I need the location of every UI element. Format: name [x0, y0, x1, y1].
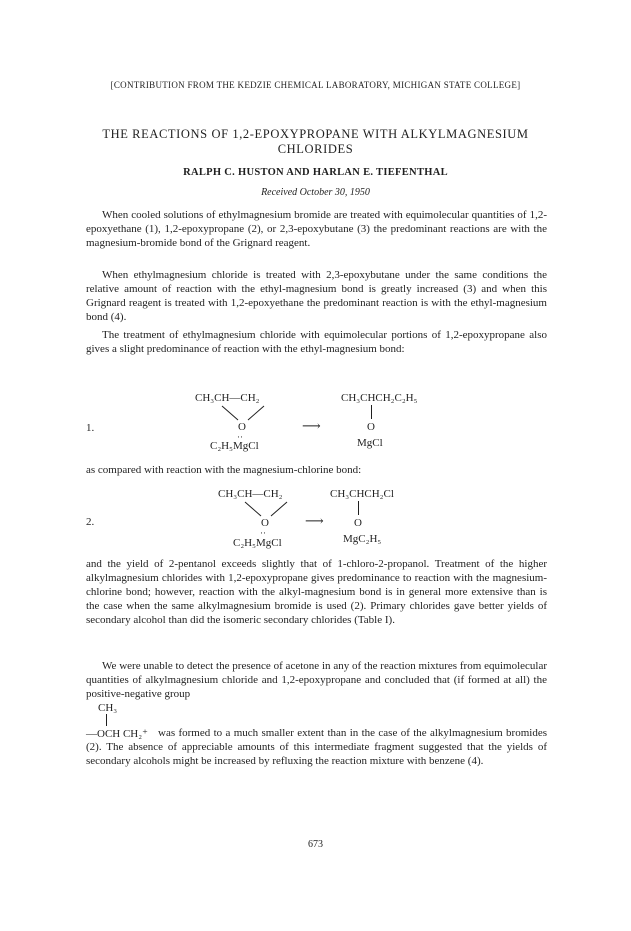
paragraph-5: and the yield of 2-pentanol exceeds slightly that of 1-chloro-2-propanol. Treatment of the higher alkylmagnesium chlorides with 1,2-epoxypropane gives predominance to reaction with the magnesium-chlorine bond; however, reaction with the alkyl-magnesium bond is in general more extensive than is the case when the same alkylmagnesium bromide is used (2). Primary chlorides gave better yields of secondary alcohol than did the isomeric secondary chlorides (Table I). [86, 558, 547, 626]
authors: RALPH C. HUSTON AND HARLAN E. TIEFENTHAL [183, 167, 448, 178]
contribution-note: [CONTRIBUTION FROM THE KEDZIE CHEMICAL LABORATORY, MICHIGAN STATE COLLEGE] [110, 80, 521, 90]
product-bond [358, 501, 359, 515]
product-oxygen: O [354, 517, 362, 529]
group-methyl: CH₃ [98, 702, 118, 714]
group-formula: —OCH CH₂⁺ [86, 728, 148, 740]
paragraph-4: as compared with reaction with the magnesium-chlorine bond: [86, 464, 362, 476]
grignard-reagent: C₂H₅MgCl [233, 537, 282, 549]
paragraph-1: When cooled solutions of ethylmagnesium bromide are treated with equimolecular quantities of 1,2-epoxyethane (1), 1,2-epoxypropane (2), or 2,3-epoxybutane (3) the predominant reactions are with the magnesium-bromide bond of the Grignard reagent. [86, 209, 547, 249]
epoxide-oxygen: O [238, 421, 246, 433]
reactant-formula: CH₃CH—CH₂ [195, 392, 260, 404]
paragraph-6: We were unable to detect the presence of acetone in any of the reaction mixtures from equimolecular quantities of alkylmagnesium chloride and 1,2-epoxypropane and concluded that (if formed at all) the positive-negative group [86, 660, 547, 700]
product-bond [371, 405, 372, 419]
reaction-arrow: ⟶ [302, 418, 321, 433]
paragraph-3: The treatment of ethylmagnesium chloride with equimolecular portions of 1,2-epoxypropane also gives a slight predominance of reaction with the ethyl-magnesium bond: [86, 329, 547, 355]
lone-pair-dots: ·· [260, 528, 266, 538]
scheme-number: 2. [86, 516, 95, 528]
reaction-arrow: ⟶ [305, 513, 324, 528]
group-bond [106, 714, 107, 726]
product-formula: CH₃CHCH₂C₂H₅ [341, 392, 418, 404]
page-number: 673 [308, 839, 323, 850]
product-oxygen: O [367, 421, 375, 433]
product-magnesium: MgCl [357, 437, 383, 449]
paragraph-7: was formed to a much smaller extent than in the case of the alkylmagnesium bromides (2). The absence of appreciable amounts of this intermediate fragment suggested that the yields of secondary alcohols might be increased by refluxing the reaction mixture with benzene (4). [86, 727, 547, 767]
product-magnesium: MgC₂H₅ [343, 533, 382, 545]
lone-pair-dots: ·· [237, 432, 243, 442]
epoxide-oxygen: O [261, 517, 269, 529]
product-formula: CH₃CHCH₂Cl [330, 488, 394, 500]
scheme-number: 1. [86, 422, 95, 434]
paper-title: THE REACTIONS OF 1,2-EPOXYPROPANE WITH ALKYLMAGNESIUM CHLORIDES [102, 127, 529, 156]
reactant-formula: CH₃CH—CH₂ [218, 488, 283, 500]
received-date: Received October 30, 1950 [261, 187, 370, 198]
paragraph-2: When ethylmagnesium chloride is treated with 2,3-epoxybutane under the same conditions the relative amount of reaction with the ethyl-magnesium bond is greatly increased (3) and when this Grignard reagent is treated with 1,2-epoxyethane the predominant reaction is with the ethyl-magnesium bond (4). [86, 269, 547, 323]
grignard-reagent: C₂H₅MgCl [210, 440, 259, 452]
